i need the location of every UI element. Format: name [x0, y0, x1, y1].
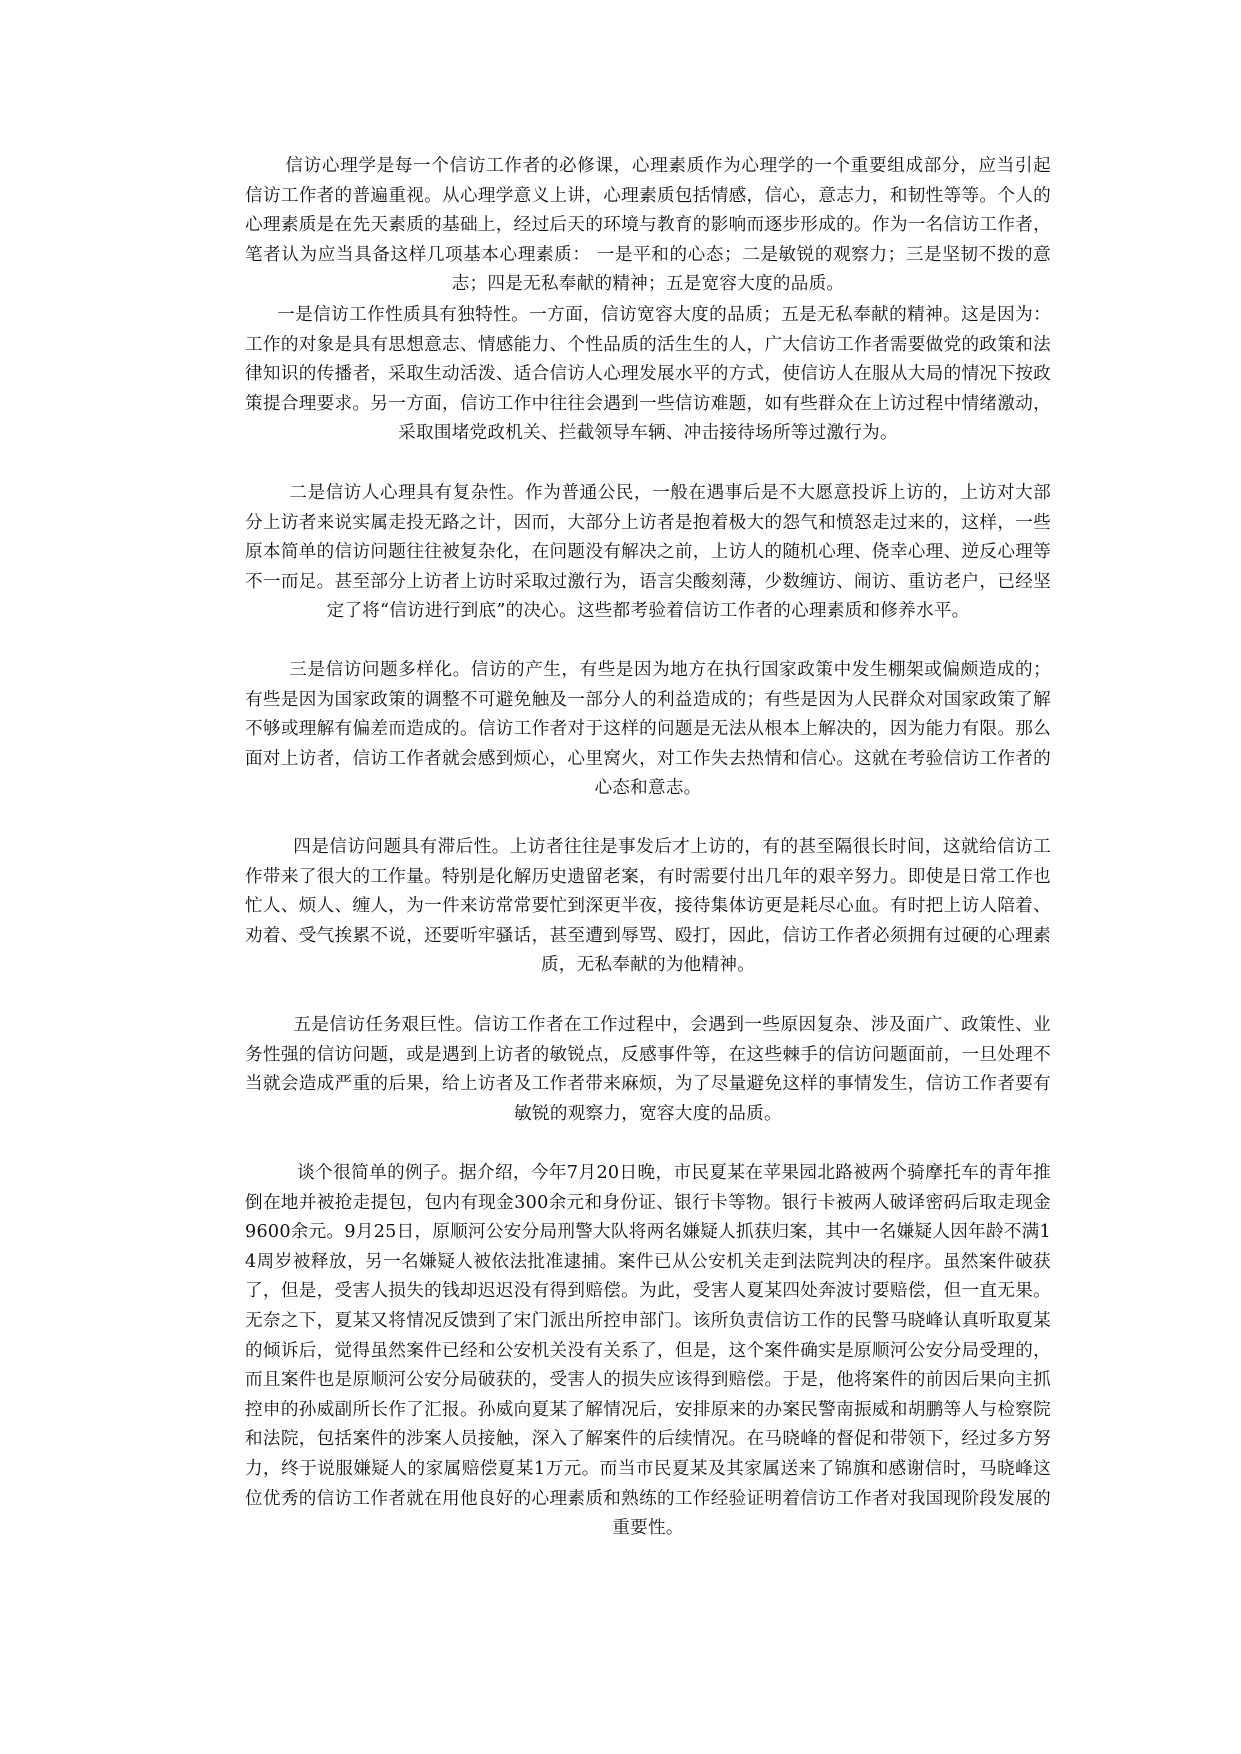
paragraph-psychological-qualities: 信访心理学是每一个信访工作者的必修课，心理素质作为心理学的一个重要组成部分，应当引起信访工作者的普遍重视。从心理学意义上讲，心理素质包括情感，信心，意志力，和韧性等等。个人的心理素质是在先天素质的基础上，经过后天的环境与教育的影响而逐步形成的。作为一名信访工作者，笔者认为应当具备这样几项基本心理素质： 一是平和的心态；二是敏锐的观察力；三是坚韧不拨的意志；四是无私奉献的精神；五是宽容大度的品质。: [245, 156, 1051, 295]
paragraph-task-difficulty: 五是信访任务艰巨性。信访工作者在工作过程中，会遇到一些原因复杂、涉及面广、政策性、业务性强的信访问题，或是遇到上访者的敏锐点，反感事件等，在这些棘手的信访问题面前，一旦处理不当就会造成严重的后果，给上访者及工作者带来麻烦，为了尽量避免这样的事情发生，信访工作者要有敏锐的观察力，宽容大度的品质。: [245, 1015, 1051, 1124]
paragraph-problem-lag: 四是信访问题具有滞后性。上访者往往是事发后才上访的，有的甚至隔很长时间，这就给信访工作带来了很大的工作量。特别是化解历史遗留老案，有时需要付出几年的艰辛努力。即使是日常工作也忙人、烦人、缠人，为一件来访常常要忙到深更半夜，接待集体访更是耗尽心血。有时把上访人陪着、劝着、受气挨累不说，还要听牢骚话，甚至遭到辱骂、殴打，因此，信访工作者必须拥有过硬的心理素质，无私奉献的为他精神。: [245, 837, 1051, 976]
paragraph-work-nature: 一是信访工作性质具有独特性。一方面，信访宽容大度的品质；五是无私奉献的精神。这是因为：工作的对象是具有思想意志、情感能力、个性品质的活生生的人，广大信访工作者需要做党的政策和法律知识的传播者，采取生动活泼、适合信访人心理发展水平的方式，使信访人在服从大局的情况下按政策提合理要求。另一方面，信访工作中往往会遇到一些信访难题，如有些群众在上访过程中情绪激动，采取围堵党政机关、拦截领导车辆、冲击接待场所等过激行为。: [245, 305, 1051, 444]
paragraph-petitioner-psychology: 二是信访人心理具有复杂性。作为普通公民，一般在遇事后是不大愿意投诉上访的，上访对大部分上访者来说实属走投无路之计，因而，大部分上访者是抱着极大的怨气和愤怒走过来的，这样，一些原本简单的信访问题往往被复杂化，在问题没有解决之前，上访人的随机心理、侥幸心理、逆反心理等不一而足。甚至部分上访者上访时采取过激行为，语言尖酸刻薄，少数缠访、闹访、重访老户，已经坚定了将“信访进行到底”的决心。这些都考验着信访工作者的心理素质和修养水平。: [245, 483, 1051, 622]
paragraph-problem-diversity: 三是信访问题多样化。信访的产生，有些是因为地方在执行国家政策中发生棚架或偏颇造成的；有些是因为国家政策的调整不可避免触及一部分人的利益造成的；有些是因为人民群众对国家政策了解不够或理解有偏差而造成的。信访工作者对于这样的问题是无法从根本上解决的，因为能力有限。那么面对上访者，信访工作者就会感到烦心，心里窝火，对工作失去热情和信心。这就在考验信访工作者的心态和意志。: [245, 660, 1051, 799]
paragraph-case-example: 谈个很简单的例子。据介绍，今年7月20日晚，市民夏某在苹果园北路被两个骑摩托车的青年推倒在地并被抢走提包，包内有现金300余元和身份证、银行卡等物。银行卡被两人破译密码后取走现金9600余元。9月25日，原顺河公安分局刑警大队将两名嫌疑人抓获归案，其中一名嫌疑人因年龄不满14周岁被释放，另一名嫌疑人被依法批准逮捕。案件已从公安机关走到法院判决的程序。虽然案件破获了，但是，受害人损失的钱却迟迟没有得到赔偿。为此，受害人夏某四处奔波讨要赔偿，但一直无果。无奈之下，夏某又将情况反馈到了宋门派出所控申部门。该所负责信访工作的民警马晓峰认真听取夏某的倾诉后，觉得虽然案件已经和公安机关没有关系了，但是，这个案件确实是原顺河公安分局受理的，而且案件也是原顺河公安分局破获的，受害人的损失应该得到赔偿。于是，他将案件的前因后果向主抓控申的孙威副所长作了汇报。孙威向夏某了解情况后，安排原来的办案民警南振威和胡鹏等人与检察院和法院，包括案件的涉案人员接触，深入了解案件的后续情况。在马晓峰的督促和带领下，经过多方努力，终于说服嫌疑人的家属赔偿夏某1万元。而当市民夏某及其家属送来了锦旗和感谢信时，马晓峰这位优秀的信访工作者就在用他良好的心理素质和熟练的工作经验证明着信访工作者对我国现阶段发展的重要性。: [245, 1163, 1051, 1539]
